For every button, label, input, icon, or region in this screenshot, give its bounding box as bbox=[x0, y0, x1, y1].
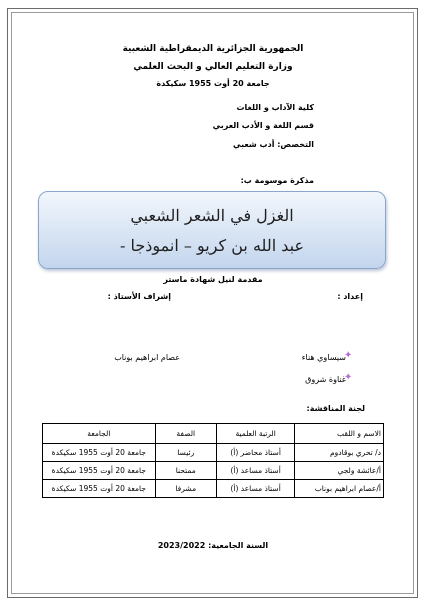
ministry-heading: وزارة التعليم العالي و البحث العلمي bbox=[133, 62, 293, 72]
table-row bbox=[43, 462, 384, 480]
student-2: غناوة شروق bbox=[305, 375, 346, 384]
committee-header-row bbox=[43, 424, 384, 444]
committee-table bbox=[42, 423, 384, 498]
cell-rank: أستاذ مساعد (أ) bbox=[216, 480, 294, 498]
page-border bbox=[7, 8, 418, 598]
department-name: قسم اللغة و الأدب العربي bbox=[212, 121, 314, 130]
academic-year: السنة الجامعية: 2023/2022 bbox=[157, 541, 269, 550]
cell-role: رئيسا bbox=[155, 444, 216, 462]
degree-note: مقدمة لنيل شهادة ماستر bbox=[163, 275, 263, 284]
cell-university: جامعة 20 أوت 1955 سكيكدة bbox=[43, 480, 156, 498]
supervisor-label: إشراف الأستاذ : bbox=[107, 292, 171, 301]
cell-university: جامعة 20 أوت 1955 سكيكدة bbox=[43, 462, 156, 480]
col-header-rank: الرتبة العلمية bbox=[216, 424, 294, 444]
memo-label: مذكرة موسومة ب: bbox=[240, 176, 314, 185]
university-heading: جامعة 20 أوت 1955 سكيكدة bbox=[156, 79, 270, 88]
faculty-name: كلية الآداب و اللغات bbox=[236, 103, 314, 112]
thesis-title-line-2: عبد الله بن كريو – انموذجا - bbox=[120, 236, 304, 255]
table-row bbox=[43, 480, 384, 498]
cell-name: أ/عصام ابراهيم بوناب bbox=[295, 480, 384, 498]
col-header-role: الصفة bbox=[155, 424, 216, 444]
thesis-title-box bbox=[38, 191, 386, 269]
prepared-label: إعداد : bbox=[337, 292, 363, 301]
republic-heading: الجمهورية الجزائرية الديمقراطية الشعبية bbox=[122, 44, 304, 54]
cell-role: مشرفا bbox=[155, 480, 216, 498]
supervisor-name: عصام ابراهيم بوناب bbox=[114, 353, 180, 362]
committee-label: لجنة المناقشة: bbox=[306, 404, 365, 413]
cell-rank: أستاذ مساعد (أ) bbox=[216, 462, 294, 480]
col-header-university: الجامعة bbox=[43, 424, 156, 444]
cell-name: د/ تحري بوقادوم bbox=[295, 444, 384, 462]
cell-university: جامعة 20 أوت 1955 سكيكدة bbox=[43, 444, 156, 462]
cell-role: ممتحنا bbox=[155, 462, 216, 480]
specialty: التخصص: أدب شعبي bbox=[233, 140, 314, 149]
star-bullet-icon: ✦ bbox=[344, 372, 353, 383]
col-header-name: الاسم و اللقب bbox=[295, 424, 384, 444]
star-bullet-icon: ✦ bbox=[344, 350, 353, 361]
cell-rank: أستاذ محاضر (أ) bbox=[216, 444, 294, 462]
student-1: سيساوي هناء bbox=[301, 353, 346, 362]
cell-name: أ/عائشة ولجي bbox=[295, 462, 384, 480]
table-row bbox=[43, 444, 384, 462]
thesis-title-line-1: الغزل في الشعر الشعبي bbox=[130, 206, 294, 225]
